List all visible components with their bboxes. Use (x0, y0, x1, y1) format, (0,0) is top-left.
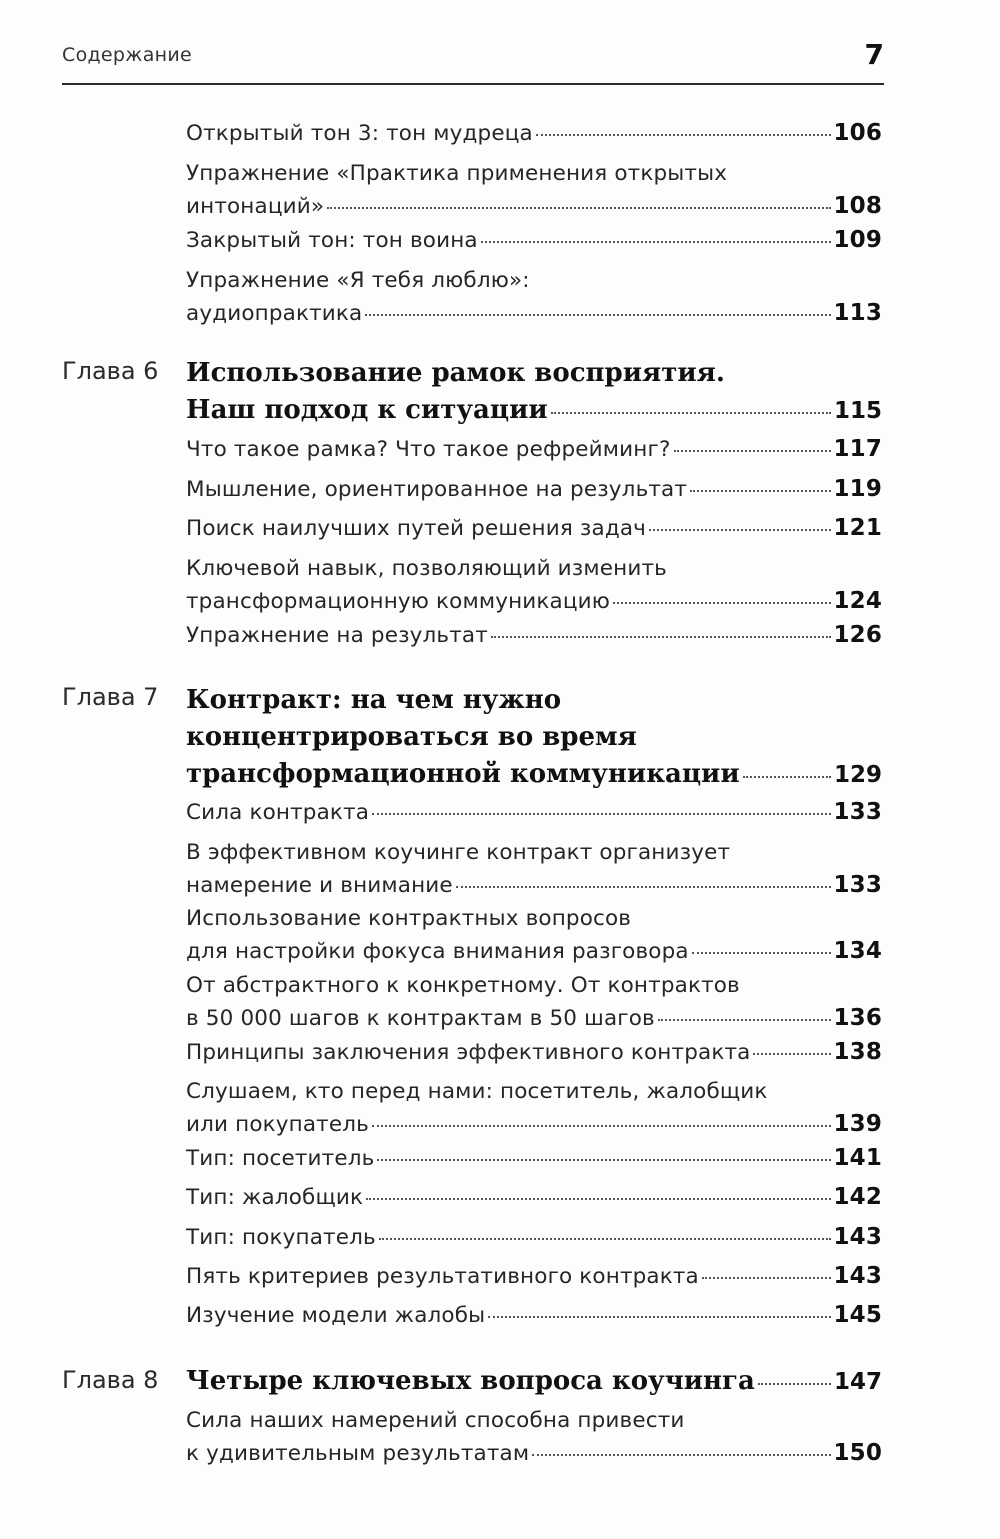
chapter-label: Глава 6 (62, 357, 159, 385)
entry-page: 150 (833, 1440, 882, 1466)
entry-page: 134 (833, 938, 882, 964)
toc-entry[interactable] (186, 1075, 882, 1141)
chapter-heading[interactable] (186, 1363, 882, 1401)
entry-page: 139 (833, 1111, 882, 1137)
toc-entry[interactable] (186, 224, 882, 257)
leader-dots (372, 813, 830, 815)
entry-title-line: Ключевой навык, позволяющий изменить (186, 556, 667, 581)
entry-title: Тип: жалобщик (186, 1185, 364, 1210)
toc-entry[interactable] (186, 1142, 882, 1175)
chapter-page: 129 (833, 762, 882, 788)
entry-title: Закрытый тон: тон воина (186, 228, 478, 253)
entry-page: 143 (833, 1224, 882, 1250)
entry-page: 117 (833, 436, 882, 462)
chapter-label: Глава 7 (62, 683, 159, 711)
page-header (62, 0, 884, 86)
leader-dots (613, 602, 830, 604)
running-title: Содержание (62, 44, 192, 66)
leader-dots (377, 1159, 830, 1161)
leader-dots (658, 1019, 831, 1021)
entry-page: 119 (833, 476, 882, 502)
entry-page: 126 (833, 622, 882, 648)
header-rule (62, 83, 884, 85)
leader-dots (674, 450, 831, 452)
leader-dots (649, 529, 831, 531)
entry-page: 136 (833, 1005, 882, 1031)
leader-dots (536, 134, 831, 136)
chapter-title-line: Контракт: на чем нужно (186, 685, 562, 715)
entry-page: 106 (833, 120, 882, 146)
toc-entry[interactable] (186, 552, 882, 618)
entry-title-line: Сила наших намерений способна привести (186, 1408, 685, 1433)
toc-entry[interactable] (186, 117, 882, 150)
chapter-title-line: Использование рамок восприятия. (186, 358, 725, 388)
chapter-page: 147 (833, 1369, 882, 1395)
chapter-heading[interactable] (186, 355, 882, 430)
entry-title-line: интонаций» (186, 194, 325, 219)
entry-title: Изучение модели жалобы (186, 1303, 486, 1328)
leader-dots (491, 636, 831, 638)
toc-entry[interactable] (186, 969, 882, 1035)
entry-title: Пять критериев результативного контракта (186, 1264, 699, 1289)
toc-entry[interactable] (186, 902, 882, 968)
entry-title-line: в 50 000 шагов к контрактам в 50 шагов (186, 1006, 655, 1031)
entry-title-line: В эффективном коучинге контракт организует (186, 840, 731, 865)
entry-page: 133 (833, 799, 882, 825)
entry-title-line: намерение и внимание (186, 873, 453, 898)
chapter-heading[interactable] (186, 682, 882, 794)
toc-entry[interactable] (186, 1299, 882, 1332)
leader-dots (702, 1277, 831, 1279)
toc-entry[interactable] (186, 157, 882, 223)
entry-title: Поиск наилучших путей решения задач (186, 516, 647, 541)
toc-entry[interactable] (186, 264, 882, 330)
entry-page: 142 (833, 1184, 882, 1210)
entry-title-line: к удивительным результатам (186, 1441, 530, 1466)
entry-title-line: Упражнение «Я тебя люблю»: (186, 268, 530, 293)
leader-dots (690, 490, 830, 492)
entry-title-line: Использование контрактных вопросов (186, 906, 632, 931)
toc-entry[interactable] (186, 1181, 882, 1214)
entry-title: Что такое рамка? Что такое рефрейминг? (186, 437, 671, 462)
entry-title-line: для настройки фокуса внимания разговора (186, 939, 689, 964)
leader-dots (379, 1238, 831, 1240)
entry-title: Упражнение на результат (186, 623, 488, 648)
chapter-title-line: Четыре ключевых вопроса коучинга (186, 1366, 755, 1396)
toc-entry[interactable] (186, 1260, 882, 1293)
entry-title-line: От абстрактного к конкретному. От контрактов (186, 973, 740, 998)
entry-page: 109 (833, 227, 882, 253)
leader-dots (481, 241, 831, 243)
leader-dots (456, 886, 831, 888)
entry-title: Принципы заключения эффективного контракта (186, 1040, 751, 1065)
chapter-page: 115 (833, 398, 882, 424)
leader-dots (372, 1125, 831, 1127)
entry-page: 108 (833, 193, 882, 219)
toc-entry[interactable] (186, 1036, 882, 1069)
toc-entry[interactable] (186, 433, 882, 466)
entry-page: 133 (833, 872, 882, 898)
toc-entry[interactable] (186, 619, 882, 652)
leader-dots (551, 412, 831, 414)
entry-title-line: трансформационную коммуникацию (186, 589, 611, 614)
entry-title-line: или покупатель (186, 1112, 369, 1137)
entry-title: Мышление, ориентированное на результат (186, 477, 688, 502)
toc-entry[interactable] (186, 1221, 882, 1254)
entry-page: 113 (833, 300, 882, 326)
entry-title: Открытый тон 3: тон мудреца (186, 121, 533, 146)
chapter-label: Глава 8 (62, 1366, 159, 1394)
leader-dots (532, 1454, 830, 1456)
leader-dots (743, 776, 831, 778)
entry-title: Тип: посетитель (186, 1146, 375, 1171)
leader-dots (365, 314, 830, 316)
entry-title: Тип: покупатель (186, 1225, 376, 1250)
toc-entry[interactable] (186, 1404, 882, 1470)
entry-page: 145 (833, 1302, 882, 1328)
chapter-title-line: Наш подход к ситуации (186, 395, 548, 425)
entry-page: 143 (833, 1263, 882, 1289)
entry-title-line: Слушаем, кто перед нами: посетитель, жалобщик (186, 1079, 768, 1104)
entry-title: Сила контракта (186, 800, 370, 825)
toc-entry[interactable] (186, 796, 882, 829)
entry-page: 138 (833, 1039, 882, 1065)
entry-title-line: аудиопрактика (186, 301, 363, 326)
entry-page: 124 (833, 588, 882, 614)
toc-entry[interactable] (186, 836, 882, 902)
leader-dots (488, 1316, 830, 1318)
toc-entry[interactable] (186, 473, 882, 506)
entry-page: 121 (833, 515, 882, 541)
chapter-title-line: концентрироваться во время (186, 722, 637, 752)
leader-dots (327, 207, 830, 209)
chapter-title-line: трансформационной коммуникации (186, 759, 740, 789)
entry-page: 141 (833, 1145, 882, 1171)
toc-entry[interactable] (186, 512, 882, 545)
entry-title-line: Упражнение «Практика применения открытых (186, 161, 728, 186)
page-number: 7 (864, 38, 884, 71)
leader-dots (758, 1383, 831, 1385)
leader-dots (692, 952, 831, 954)
leader-dots (366, 1198, 830, 1200)
leader-dots (753, 1053, 830, 1055)
